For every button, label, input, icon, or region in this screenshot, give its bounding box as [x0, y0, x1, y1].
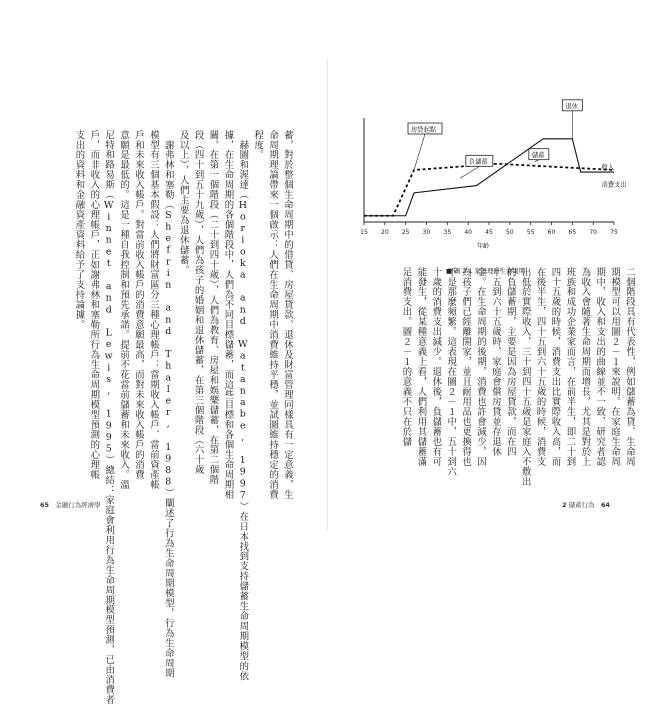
annotation-label: 退休	[565, 103, 578, 111]
text-column: 金。在生命周期的後期，消費也許會減少，因	[475, 267, 486, 467]
text-column: 蓄，對於整個生命周期中的借貸、房屋貸款、退休及財富管理同樣具有一定意義，生	[282, 130, 293, 500]
text-column: 班族和成功企業家而言，在前半生，即二十到	[564, 267, 576, 467]
x-tick-label: 70	[589, 229, 597, 236]
x-tick-label: 25	[401, 229, 410, 236]
x-tick-label: 35	[443, 229, 452, 236]
text-column: 二個階段具有代表性，例如儲蓄為貸、生命周	[624, 267, 635, 467]
text-column: 赫圖和渥達（Horioka and Watanabe, 1997）在日本找到支持儲蓄生命周期模型的依	[237, 130, 249, 682]
x-tick-label: 60	[547, 229, 556, 236]
text-column: 據，在生命周期的各個階段中，人們為不同目標儲蓄，而這些目標和各個生命周期相	[222, 130, 234, 500]
family-finance-lifecycle-chart	[346, 103, 627, 262]
text-column: 模型有三個基本假設：人們將財富區分三種心理帳戶：當期收入帳戶、當前資產帳	[147, 130, 159, 490]
figure-caption: ■ 圖 2-1 家庭理財生命周期	[446, 268, 525, 275]
x-tick-label: 50	[506, 229, 514, 236]
right-folio	[562, 500, 610, 509]
x-tick-label: 65	[568, 229, 577, 236]
x-tick-label: 15	[360, 229, 368, 236]
text-column: 程度。	[252, 130, 264, 160]
text-column: 戶，而非收入的心理帳戶，正如謝弗林和塞勒所行為生命周期模型預測的心理帳	[88, 130, 100, 480]
left-page-number: 65	[40, 501, 50, 509]
series-label: 收入	[601, 164, 615, 172]
text-column: 尼特和路易斯（Winnet and Lewis, 1995）總結：家庭會利用行為生命周期模型預測，已由消費者	[103, 130, 115, 705]
text-column: 段（四十到五十九歲），人們為孩子的婚姻和退休儲蓄，在第三個階段（六十歲	[192, 130, 204, 475]
text-column: 期中，收入和支出的曲線並不一致，研究者認	[594, 267, 606, 467]
text-column: 能發生，從某種意義上看，人們利用其儲蓄滿	[415, 267, 427, 467]
text-column: 期模型可以用圖２－１來說明。在家庭生命周	[609, 267, 621, 467]
text-column: 出低於實際收入，三十到四十五歲是家庭入不敷出	[519, 267, 531, 487]
chapter-number: 2	[562, 501, 567, 509]
left-running-title: 金融行為經濟學	[55, 501, 101, 509]
page-gutter	[327, 60, 328, 530]
x-tick-label: 75	[610, 229, 618, 236]
text-column: 謝弗林和塞勒（Shefrin and Thaler, 1988）闡述了行為生命周期模型，行為生命周期	[162, 130, 174, 679]
text-column: 戶和未來收入帳戶。對當前收入帳戶的消費意願最高，而對未來收入帳戶的消費	[133, 130, 144, 480]
text-column: 不是那麼頻繁。這表現在圖２－１中，五十到六	[445, 267, 457, 477]
text-column: 為孩子們已經離開家，並且耐用品也更換得也	[460, 267, 472, 467]
right-page-number: 64	[600, 501, 610, 509]
text-column: 及以上），人們主要為退休儲蓄。	[177, 130, 189, 276]
annotation-leader	[460, 166, 479, 178]
right-running-title: 儲蓄行為	[568, 501, 595, 509]
text-column: 的負儲蓄期，主要是因為房屋貸款，而在四	[504, 267, 516, 457]
text-column: 十歲的消費支出減少。退休後，負儲蓄也有可	[430, 267, 442, 467]
x-tick-label: 55	[526, 229, 535, 236]
x-tick-label: 20	[381, 229, 389, 236]
x-tick-label: 30	[422, 229, 431, 236]
x-axis-label: 年齡	[476, 243, 490, 250]
annotation-label: 儲蓄	[531, 151, 545, 159]
consumption-line	[364, 164, 614, 216]
text-column: 支出的資料和金融資產資料給予了支持論據。	[73, 130, 85, 330]
x-tick-label: 45	[485, 229, 493, 236]
x-tick-label: 40	[464, 229, 472, 236]
text-column: 足消費支出。圖２－１的意義不只在於儲	[400, 267, 412, 447]
text-column: 意願是最低的。這是一種自我控制和預先承諾。提前不花當前儲蓄和未來收入。溫	[118, 130, 130, 490]
annotation-leader	[414, 134, 425, 170]
text-column: 十五到六十五歲時，家庭會償房貸並存退休	[489, 267, 501, 457]
series-label: 消費支出	[601, 181, 627, 189]
left-folio	[40, 500, 101, 509]
text-column: 為收入會隨著生命周期而增長，尤其是對於上	[579, 267, 591, 467]
text-column: 命周期理論帶來一個啟示：人們在生命周期中消費維持平穩，並試圖維持穩定的消費	[267, 130, 279, 500]
text-column: 四十五歲的時候，消費支出比實際收入高，而	[549, 267, 561, 467]
income-line	[364, 139, 614, 216]
text-column: 關。在第一個階段（二十到四十歲），人們為教育、房屋和娛樂儲蓄，在第二個階	[207, 130, 219, 485]
annotation-label: 房貸起點	[411, 126, 437, 134]
annotation-label: 負儲蓄	[468, 158, 488, 166]
text-column: 在後半生，四十五到六十五歲的時候，消費支	[534, 267, 546, 467]
